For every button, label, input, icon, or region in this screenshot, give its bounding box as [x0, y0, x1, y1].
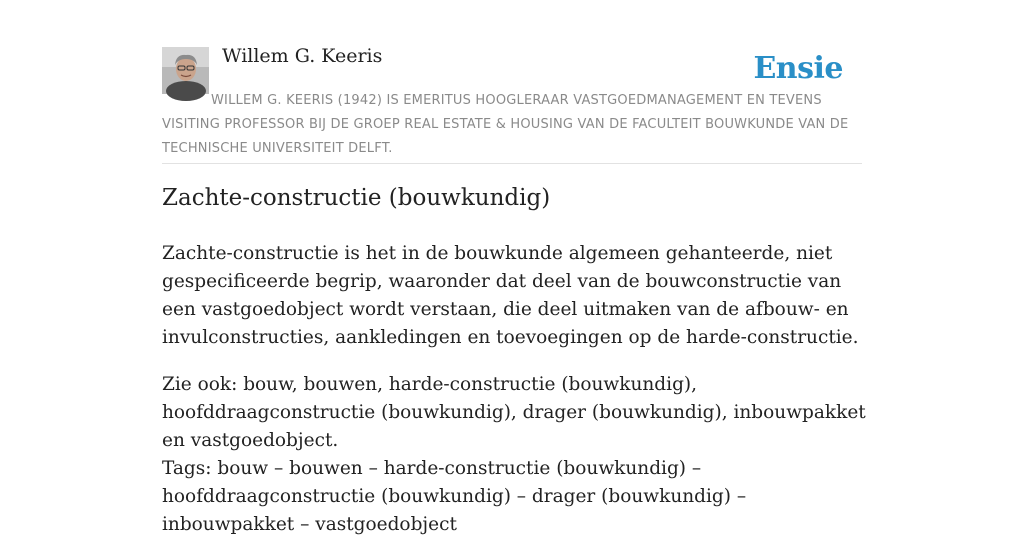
header-divider: [162, 163, 862, 164]
author-bio: WILLEM G. KEERIS (1942) IS EMERITUS HOOGLERAAR VASTGOEDMANAGEMENT EN TEVENS VISITING PROFESSOR BIJ DE GROEP REAL ESTATE & HOUSING VAN DE FACULTEIT BOUWKUNDE VAN DE TECHNISCHE UNIVERSITEIT DELFT.: [162, 93, 849, 156]
author-name[interactable]: Willem G. Keeris: [222, 45, 383, 67]
brand-logo[interactable]: Ensie: [753, 51, 843, 86]
tags-list: Tags: bouw – bouwen – harde-constructie (bouwkundig) – hoofddraagconstructie (bouwkundig) – drager (bouwkundig) – inbouwpakket – vastgoedobject: [162, 458, 747, 535]
article-paragraph: Zachte-constructie is het in de bouwkunde algemeen gehanteerde, niet gespecificeerde begrip, waaronder dat deel van de bouwconstructie van een vastgoedobject wordt verstaan, die deel uitmaken van de afbouw- en invulconstructies, aankledingen en toevoegingen op de harde-constructie.: [162, 243, 859, 348]
article-title: Zachte-constructie (bouwkundig): [162, 185, 551, 211]
author-avatar[interactable]: [162, 47, 209, 94]
see-also-paragraph: Zie ook: bouw, bouwen, harde-constructie (bouwkundig), hoofddraagconstructie (bouwkundig), drager (bouwkundig), inbouwpakket en vastgoedobject.: [162, 374, 866, 451]
